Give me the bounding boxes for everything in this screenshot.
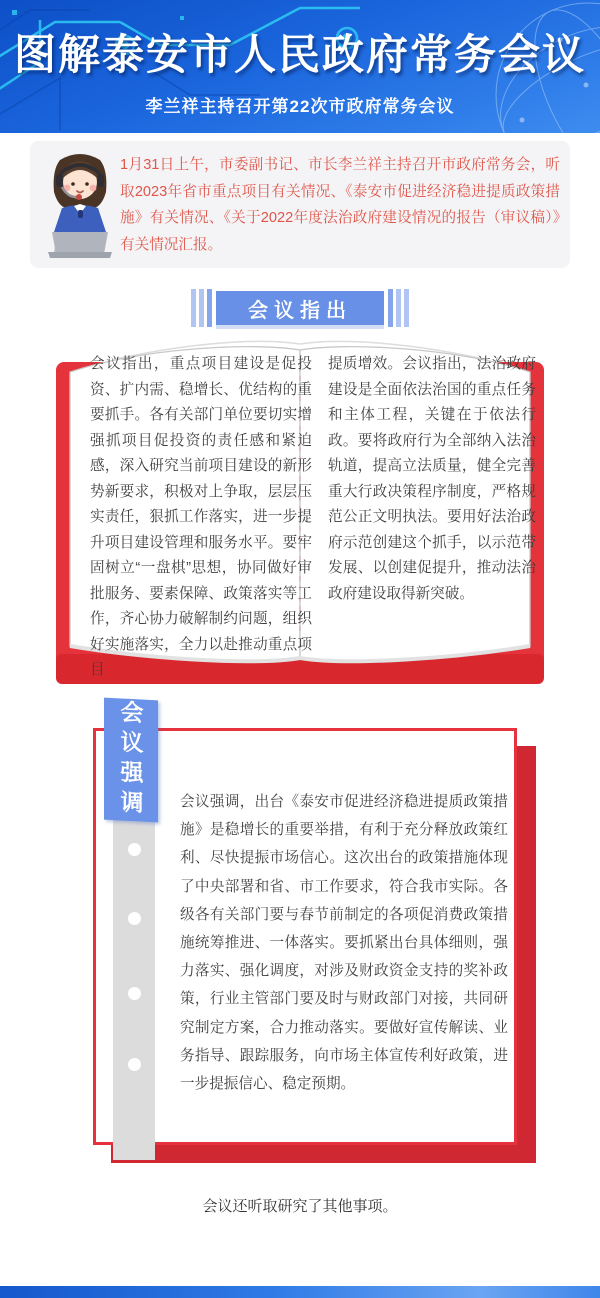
strip-dot bbox=[128, 912, 141, 925]
banner-side-bar bbox=[199, 289, 204, 327]
presenter-avatar-illustration bbox=[40, 148, 120, 260]
section-tab-label: 会议强调 bbox=[117, 699, 144, 821]
banner-side-bar bbox=[388, 289, 393, 327]
banner-side-bar bbox=[404, 289, 409, 327]
banner-side-bar bbox=[396, 289, 401, 327]
section-tab-emphasized bbox=[104, 698, 158, 823]
book-right-page-text: 提质增效。会议指出，法治政府建设是全面依法治国的重点任务和主体工程，关键在于依法行政。要将政府行为全部纳入法治轨道，提高立法质量，健全完善重大行政决策程序制度，严格规范公正文明执法。要用好法治政府示范创建这个抓手，以示范带发展、以创建促提升，推动法治政府建设取得新突破。 bbox=[328, 356, 536, 602]
page-title: 图解泰安市人民政府常务会议 bbox=[13, 31, 586, 78]
banner-side-bar bbox=[191, 289, 196, 327]
section-banner-pointed-out: 会议指出 bbox=[216, 291, 384, 325]
strip-dot bbox=[128, 1058, 141, 1071]
closing-note: 会议还听取研究了其他事项。 bbox=[202, 1198, 398, 1215]
book-left-page-text: 会议指出，重点项目建设是促投资、扩内需、稳增长、优结构的重要抓手。各有关部门单位要切实增强抓项目促投资的责任感和紧迫感，深入研究当前项目建设的新形势新要求，积极对上争取，层层压实责任，狠抓工作落实，进一步提升项目建设管理和服务水平。要牢固树立“一盘棋”思想，协同做好审批服务、要素保障、政策落实等工作，齐心协力破解制约问题，组织好实施落实，全力以赴推动重点项目 bbox=[90, 356, 312, 678]
emphasized-body-text: 会议强调，出台《泰安市促进经济稳进提质政策措施》是稳增长的重要举措，有利于充分释放政策红利、尽快提振市场信心。这次出台的政策措施体现了中央部署和省、市工作要求，符合我市实际。各级各有关部门要与春节前制定的各项促消费政策措施统筹推进、一体落实。要抓紧出台具体细则，强力落实、强化调度，对涉及财政资金支持的奖补政策，行业主管部门要及时与财政部门对接，共同研究制定方案，合力推动落实。要做好宣传解读、业务指导、跟踪服务，向市场主体宣传利好政策，进一步提振信心、稳定预期。 bbox=[180, 794, 508, 1093]
banner-side-bar bbox=[207, 289, 212, 327]
page-header bbox=[0, 0, 600, 133]
intro-summary-text: 1月31日上午，市委副书记、市长李兰祥主持召开市政府常务会，听取2023年省市重点项目有关情况、《泰安市促进经济稳进提质政策措施》有关情况、《关于2022年度法治政府建设情况的报告（审议稿）》有关情况汇报。 bbox=[120, 157, 560, 253]
strip-dot bbox=[128, 843, 141, 856]
strip-dot bbox=[128, 987, 141, 1000]
footer-gradient-bar bbox=[0, 1286, 600, 1298]
page-subtitle: 李兰祥主持召开第22次市政府常务会议 bbox=[145, 97, 455, 116]
